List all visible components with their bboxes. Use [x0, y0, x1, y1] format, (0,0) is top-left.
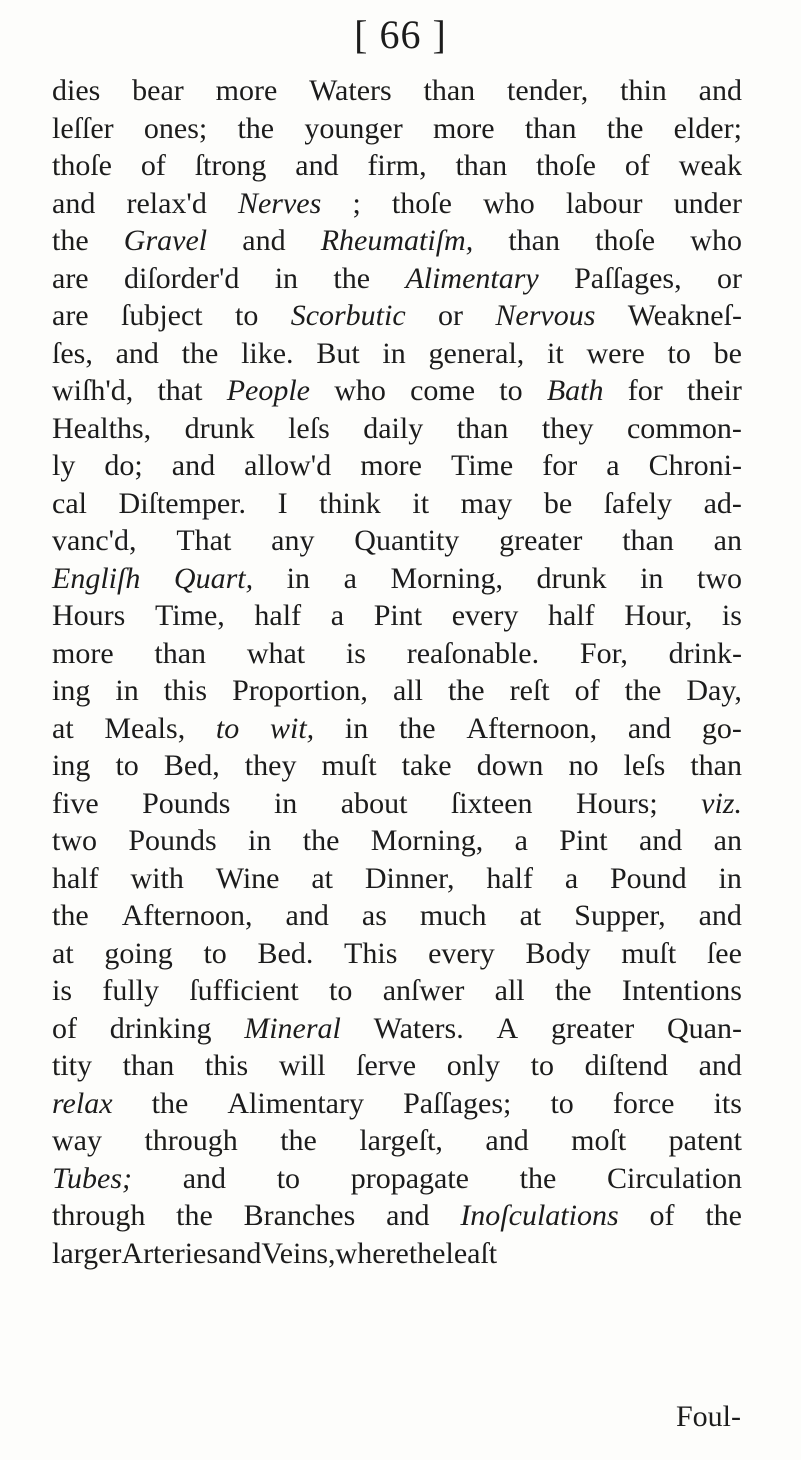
text-line	[52, 1047, 742, 1085]
word: Inoſculations	[460, 1199, 619, 1232]
word: the	[606, 111, 644, 145]
word: dies	[52, 74, 101, 107]
word: in	[718, 861, 742, 895]
text-line	[52, 447, 742, 485]
word: Quantity	[354, 524, 460, 557]
word: Veins,	[261, 1236, 336, 1270]
text-line	[52, 485, 742, 523]
word: drink-	[668, 636, 742, 670]
word: all	[392, 674, 423, 707]
word: Afternoon,	[466, 711, 598, 745]
word: ſafely	[603, 486, 673, 520]
word: firm,	[367, 149, 427, 182]
word: than	[524, 111, 577, 145]
word: leſs	[623, 749, 666, 782]
word: Time	[450, 449, 514, 482]
word: the	[176, 1199, 213, 1232]
word: or	[438, 299, 464, 332]
word: their	[686, 374, 742, 407]
word: ſixteen	[450, 786, 533, 820]
word: think	[319, 486, 381, 520]
word: the	[151, 1086, 189, 1120]
word: general,	[428, 336, 525, 370]
word: ſee	[706, 936, 742, 970]
word: every	[451, 599, 519, 632]
text-line	[52, 597, 742, 635]
word: Morning,	[370, 824, 484, 857]
word: Hour,	[624, 599, 693, 632]
word: in	[115, 674, 139, 707]
word: common-	[626, 411, 742, 445]
word: for	[627, 374, 663, 407]
word: I	[277, 486, 288, 520]
word: is	[345, 636, 366, 670]
word: through	[144, 1124, 238, 1157]
text-line	[52, 1197, 742, 1235]
word: they	[541, 411, 594, 445]
word: Pint	[373, 599, 423, 632]
word: tity	[52, 1049, 93, 1082]
text-line	[52, 1235, 742, 1273]
word: of	[649, 1199, 675, 1232]
word: any	[271, 524, 315, 557]
text-line	[52, 1085, 742, 1123]
word: relax'd	[126, 186, 207, 220]
word: an	[713, 824, 742, 857]
word: greater	[550, 1011, 635, 1045]
word: Scorbutic	[290, 299, 406, 332]
text-line	[52, 747, 742, 785]
word: a	[606, 449, 620, 482]
word: Diſtemper.	[118, 486, 247, 520]
word: Healths,	[52, 411, 152, 445]
word: For,	[579, 636, 628, 670]
word: in	[273, 786, 298, 820]
word: diſtend	[584, 1049, 668, 1082]
word: Engliſh	[52, 561, 141, 595]
word: propagate	[350, 1161, 469, 1195]
word: younger	[304, 111, 403, 145]
word: vanc'd,	[52, 524, 137, 557]
word: going	[104, 936, 173, 970]
word: take	[401, 749, 452, 782]
word: viz.	[701, 786, 742, 820]
word: through	[52, 1199, 146, 1232]
word: Nervous	[495, 299, 596, 332]
word: Meals,	[104, 711, 186, 745]
word: at	[52, 711, 74, 745]
text-line	[52, 860, 742, 898]
word: go-	[701, 711, 742, 745]
word: Time,	[155, 599, 225, 632]
word: five	[52, 786, 99, 820]
word: half	[52, 861, 99, 895]
word: and	[285, 899, 329, 932]
word: who	[334, 374, 386, 407]
word: Paſſages;	[403, 1086, 512, 1120]
word: Body	[525, 936, 591, 970]
word: every	[428, 936, 495, 970]
word: Supper,	[574, 899, 666, 932]
word: ad-	[703, 486, 742, 520]
word: and	[627, 711, 672, 745]
word: to	[329, 974, 353, 1007]
word: Alimentary	[227, 1086, 364, 1120]
word: at	[519, 899, 542, 932]
word: than	[456, 411, 509, 445]
word: Pound	[610, 861, 687, 895]
word: Hours	[52, 599, 126, 632]
word: Arteries	[121, 1236, 219, 1270]
word: daily	[363, 411, 424, 445]
word: wiſh'd,	[52, 374, 134, 407]
word: will	[278, 1049, 326, 1082]
word: about	[340, 786, 408, 820]
word: Morning,	[390, 561, 503, 595]
word: only	[446, 1049, 501, 1082]
text-line	[52, 72, 742, 110]
catchword: Foul-	[675, 1400, 741, 1433]
word: fully	[102, 974, 159, 1007]
text-line	[52, 185, 742, 223]
word: the	[408, 1236, 446, 1270]
word: of	[140, 149, 166, 182]
word: the	[333, 261, 371, 295]
word: in	[286, 561, 310, 595]
word: of	[574, 674, 600, 707]
word: and	[52, 186, 96, 220]
word: leaſt	[445, 1236, 498, 1270]
word: than	[508, 224, 560, 257]
word: and	[698, 899, 742, 932]
word: Bed,	[163, 749, 220, 782]
word: it	[547, 336, 564, 370]
text-line	[52, 935, 742, 973]
word: This	[344, 936, 398, 970]
text-line	[52, 785, 742, 823]
word: reſt	[509, 674, 550, 707]
word: elder;	[673, 111, 742, 145]
text-line	[52, 222, 742, 260]
word: this	[204, 1049, 249, 1082]
word: and	[295, 149, 339, 182]
word: largeſt,	[359, 1124, 443, 1157]
word: patent	[668, 1124, 742, 1157]
word: they	[244, 749, 297, 782]
word: wit,	[269, 711, 315, 745]
word: ſes,	[52, 336, 93, 370]
word: diſorder'd	[123, 261, 240, 295]
word: drunk	[184, 411, 255, 445]
word: Nerves	[237, 186, 322, 220]
word: at	[52, 936, 74, 970]
word: Hours;	[575, 786, 658, 820]
word: Mineral	[244, 1011, 341, 1045]
word: a	[330, 599, 345, 632]
word: and	[242, 224, 286, 257]
word: more	[432, 111, 495, 145]
word: ſerve	[356, 1049, 417, 1082]
text-line	[52, 972, 742, 1010]
word: cal	[52, 486, 87, 520]
word: bear	[132, 74, 184, 107]
word: more	[360, 449, 422, 482]
word: Tubes;	[52, 1161, 133, 1195]
word: Chroni-	[648, 449, 742, 482]
word: than	[423, 74, 476, 107]
word: Alimentary	[405, 261, 539, 295]
text-line	[52, 1010, 742, 1048]
word: to	[667, 336, 691, 370]
word: or	[716, 261, 742, 295]
word: thoſe	[535, 149, 596, 182]
word: are	[52, 299, 89, 332]
word: relax	[52, 1086, 113, 1120]
word: greater	[499, 524, 583, 557]
word: where	[335, 1236, 409, 1270]
text-line	[52, 260, 742, 298]
word: leſſer	[52, 111, 114, 145]
word: People	[226, 374, 310, 407]
word: Intentions	[621, 974, 742, 1007]
word: two	[52, 824, 97, 857]
word: to	[550, 1086, 574, 1120]
word: than	[690, 749, 742, 782]
text-line	[52, 410, 742, 448]
word: Dinner,	[364, 861, 455, 895]
word: to	[115, 749, 139, 782]
word: to	[234, 299, 259, 332]
text-line	[52, 110, 742, 148]
word: in	[274, 261, 299, 295]
word: ones;	[143, 111, 208, 145]
word: in	[640, 561, 664, 595]
word: Wine	[215, 861, 280, 895]
word: and	[182, 1161, 227, 1195]
word: the	[302, 824, 340, 857]
word: Quart,	[173, 561, 254, 595]
word: this	[163, 674, 208, 707]
word: its	[713, 1086, 742, 1120]
word: the	[398, 711, 436, 745]
word: drunk	[536, 561, 607, 595]
word: is	[721, 599, 742, 632]
word: a	[514, 824, 528, 857]
word: thoſe	[52, 149, 112, 182]
word: Bed.	[257, 936, 314, 970]
word: to	[530, 1049, 555, 1082]
word: and	[485, 1124, 529, 1157]
word: leſs	[288, 411, 330, 445]
word: ing	[52, 749, 91, 782]
word: do;	[104, 449, 143, 482]
word: But	[316, 336, 360, 370]
word: Pounds	[142, 786, 231, 820]
word: Rheumatiſm,	[320, 224, 474, 257]
text-line	[52, 560, 742, 598]
word: all	[494, 974, 525, 1007]
text-line	[52, 897, 742, 935]
word: what	[246, 636, 306, 670]
word: reaſonable.	[406, 636, 540, 670]
word: a	[564, 861, 579, 895]
word: more	[52, 636, 114, 670]
word: than	[622, 524, 674, 557]
word: and	[698, 74, 742, 107]
word: in	[344, 711, 369, 745]
word: Gravel	[123, 224, 208, 257]
text-line	[52, 1122, 742, 1160]
word: ;	[352, 186, 361, 220]
word: drinking	[109, 1011, 212, 1045]
word: Pounds	[128, 824, 217, 857]
word: under	[673, 186, 742, 220]
word: the	[519, 1161, 557, 1195]
text-line	[52, 1160, 742, 1198]
word: Weakneſ-	[627, 299, 742, 332]
text-line	[52, 672, 742, 710]
word: the	[52, 899, 89, 932]
word: ſubject	[120, 299, 203, 332]
text-line	[52, 635, 742, 673]
word: allow'd	[244, 449, 332, 482]
word: than	[122, 1049, 175, 1082]
word: half	[548, 599, 595, 632]
word: Quan-	[667, 1011, 742, 1045]
word: the	[181, 336, 219, 370]
word: with	[130, 861, 184, 895]
word: be	[543, 486, 573, 520]
word: thin	[620, 74, 667, 107]
word: may	[460, 486, 513, 520]
word: Afternoon,	[121, 899, 253, 932]
word: like.	[241, 336, 294, 370]
word: in	[248, 824, 272, 857]
word: were	[586, 336, 645, 370]
word: Branches	[243, 1199, 356, 1232]
word: and	[171, 449, 216, 482]
word: be	[713, 336, 742, 370]
word: are	[52, 261, 89, 295]
word: who	[483, 186, 535, 220]
word: the	[237, 111, 275, 145]
word: to	[215, 711, 240, 745]
word: come	[410, 374, 476, 407]
word: a	[343, 561, 357, 595]
word: of	[624, 149, 650, 182]
text-line	[52, 822, 742, 860]
word: who	[690, 224, 742, 257]
word: muſt	[621, 936, 677, 970]
word: anſwer	[382, 974, 465, 1007]
word: labour	[565, 186, 643, 220]
word: ſtrong	[194, 149, 267, 182]
word: at	[311, 861, 333, 895]
word: it	[412, 486, 430, 520]
word: Circulation	[606, 1161, 742, 1195]
word: the	[52, 224, 89, 257]
word: the	[447, 674, 485, 707]
word: force	[612, 1086, 675, 1120]
word: larger	[52, 1236, 122, 1270]
word: in	[382, 336, 406, 370]
word: that	[157, 374, 203, 407]
word: to	[276, 1161, 301, 1195]
word: weak	[678, 149, 742, 182]
word: for	[542, 449, 578, 482]
word: That	[176, 524, 232, 557]
word: muſt	[321, 749, 377, 782]
word: and	[115, 336, 159, 370]
word: thoſe	[391, 186, 452, 220]
word: the	[705, 1199, 742, 1232]
word: Proportion,	[232, 674, 368, 707]
word: Waters	[309, 74, 392, 107]
text-line	[52, 372, 742, 410]
word: and	[218, 1236, 262, 1270]
word: and	[638, 824, 683, 857]
word: the	[554, 974, 592, 1007]
word: an	[713, 524, 742, 557]
word: to	[499, 374, 523, 407]
word: of	[52, 1011, 77, 1045]
word: than	[455, 149, 508, 182]
word: down	[476, 749, 544, 782]
word: much	[419, 899, 487, 932]
text-line	[52, 335, 742, 373]
word: and	[698, 1049, 742, 1082]
word: thoſe	[595, 224, 656, 257]
text-line	[52, 297, 742, 335]
word: Bath	[546, 374, 604, 407]
word: more	[215, 74, 278, 107]
word: Waters.	[373, 1011, 464, 1045]
word: Paſſages,	[574, 261, 682, 295]
word: Pint	[559, 824, 608, 857]
word: the	[624, 674, 662, 707]
word: to	[203, 936, 227, 970]
word: ſufficient	[189, 974, 299, 1007]
word: is	[52, 974, 73, 1007]
body-text	[52, 72, 742, 1272]
word: the	[280, 1124, 317, 1157]
word: half	[254, 599, 302, 632]
word: tender,	[507, 74, 589, 107]
word: ing	[52, 674, 91, 707]
text-line	[52, 147, 742, 185]
word: A	[496, 1011, 519, 1045]
word: two	[696, 561, 742, 595]
page-number: [ 66 ]	[354, 12, 447, 57]
text-line	[52, 522, 742, 560]
word: ly	[52, 449, 76, 482]
word: no	[568, 749, 599, 782]
word: and	[386, 1199, 430, 1232]
word: way	[52, 1124, 102, 1157]
word: Day,	[686, 674, 742, 707]
text-line	[52, 710, 742, 748]
word: half	[486, 861, 533, 895]
word: as	[361, 899, 387, 932]
word: than	[154, 636, 207, 670]
word: moſt	[571, 1124, 627, 1157]
